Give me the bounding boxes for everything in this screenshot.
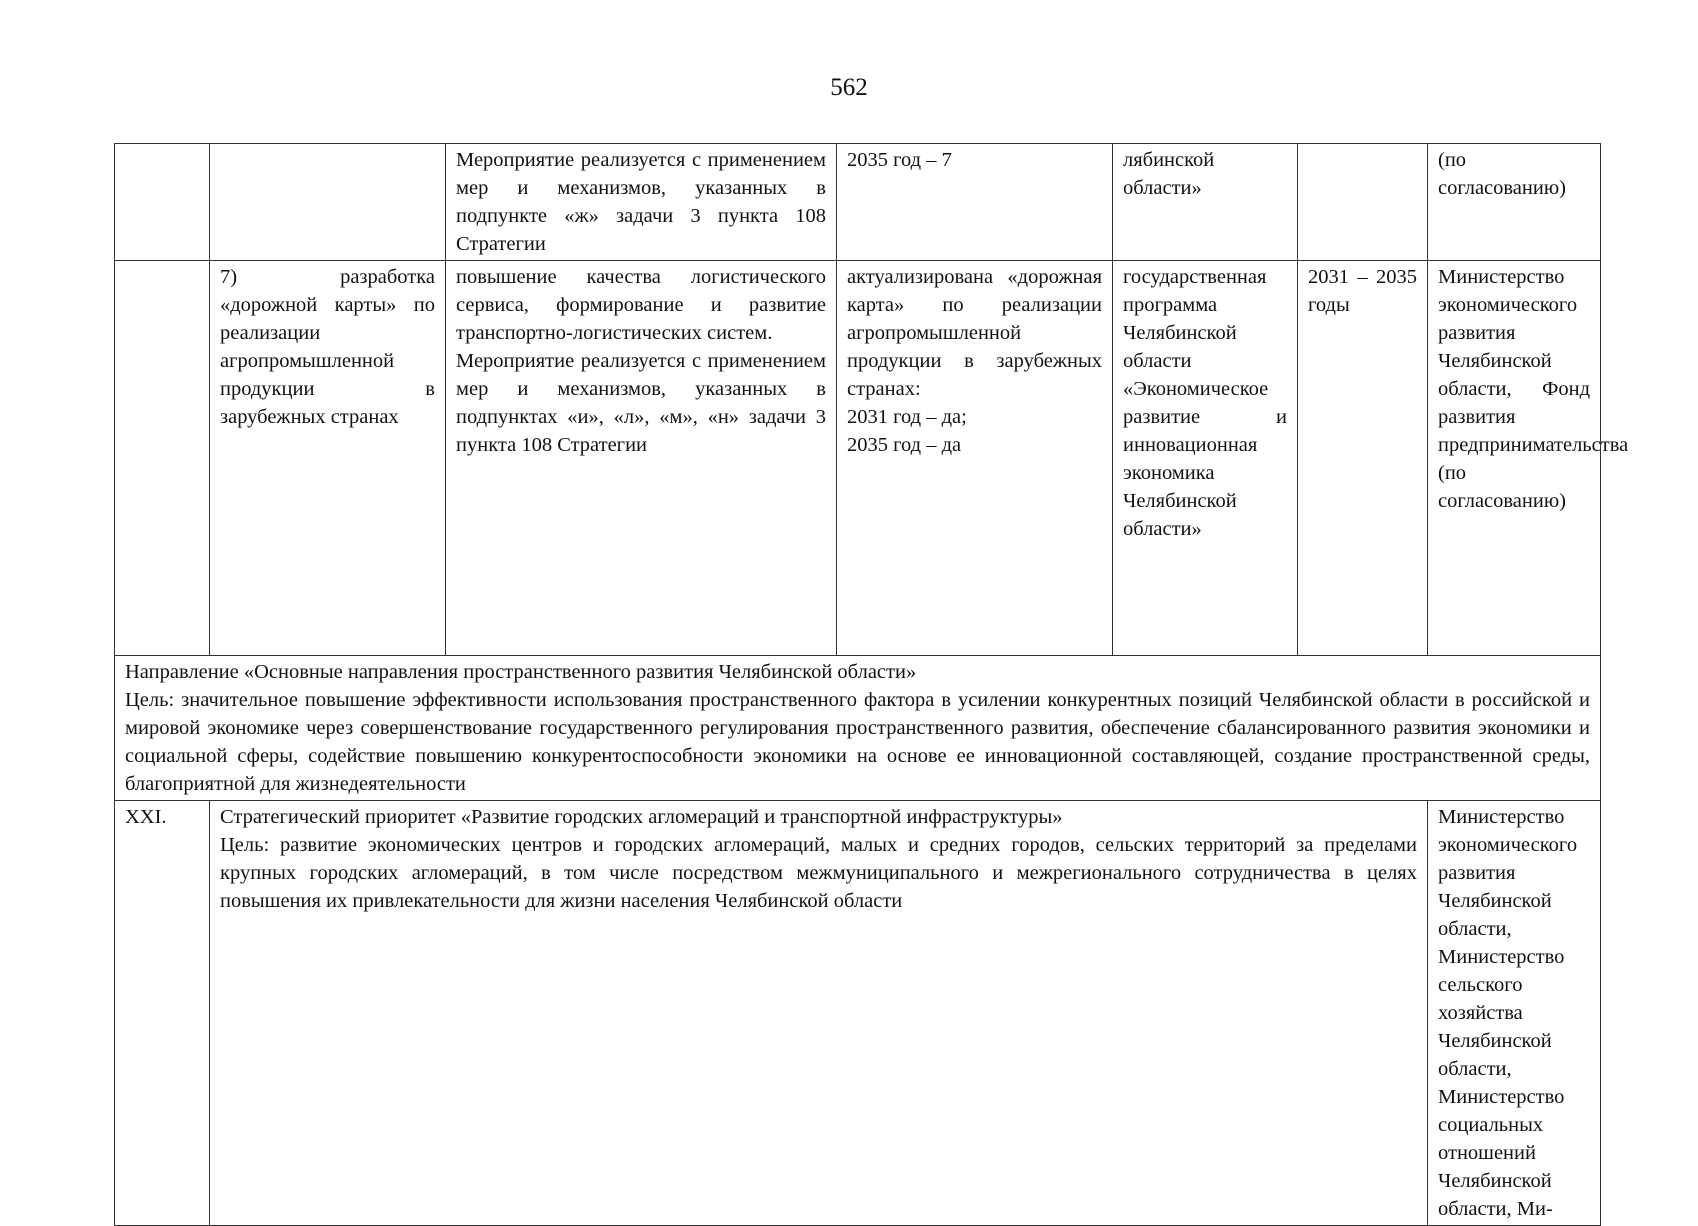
direction-goal: Цель: значительное повышение эффективности использования пространственного фактора в усилении конкурентных позиций Челябинской области в российской и мировой экономике через совершенствование государственного регулирования пространственного развития, обеспечение сбалансированного развития экономики и социальной сферы, содействие повышению конкурентоспособности экономики на основе ее инновационной составляющей, создание пространственной среды, благоприятной для жизнедеятельности bbox=[125, 689, 1590, 795]
row-number-cell bbox=[115, 261, 210, 656]
measure-name-cell bbox=[210, 144, 446, 261]
responsible-cell: (по согласованию) bbox=[1428, 144, 1601, 261]
priority-title: Стратегический приоритет «Развитие городских агломераций и транспортной инфраструктуры» bbox=[220, 806, 1063, 828]
measures-table bbox=[114, 143, 1629, 1226]
row-number-cell bbox=[115, 144, 210, 261]
measure-description-cell: повышение качества логистического сервиса, формирование и развитие транспортно-логистических систем. Мероприятие реализуется с применением мер и механизмов, указанных в подпунктах «и», «л», «м», «н» задачи 3 пункта 108 Стратегии bbox=[446, 261, 837, 656]
direction-cell bbox=[115, 656, 1601, 801]
period-cell bbox=[1298, 144, 1428, 261]
measure-description-cell: Мероприятие реализуется с применением мер и механизмов, указанных в подпункте «ж» задачи 3 пункта 108 Стратегии bbox=[446, 144, 837, 261]
priority-row bbox=[115, 801, 1601, 1226]
indicator-cell: 2035 год – 7 bbox=[837, 144, 1113, 261]
period-cell: 2031 – 2035 годы bbox=[1298, 261, 1428, 656]
priority-goal: Цель: развитие экономических центров и городских агломераций, малых и средних городов, сельских территорий за пределами крупных городских агломераций, в том числе посредством межмуниципального и межрегионального сотрудничества в целях повышения их привлекательности для жизни населения Челябинской области bbox=[220, 834, 1417, 912]
priority-responsible: Министерство экономического развития Челябинской области, Министерство сельского хозяйства Челябинской области, Министерство социальных отношений Челябинской области, Ми- bbox=[1428, 801, 1601, 1226]
direction-title: Направление «Основные направления пространственного развития Челябинской области» bbox=[125, 661, 917, 683]
program-cell: лябинской области» bbox=[1113, 144, 1298, 261]
page-number: 562 bbox=[830, 74, 868, 101]
measure-name-cell: 7) разработка «дорожной карты» по реализации агропромышленной продукции в зарубежных странах bbox=[210, 261, 446, 656]
direction-row bbox=[115, 656, 1601, 801]
program-cell: государственная программа Челябинской области «Экономическое развитие и инновационная экономика Челябинской области» bbox=[1113, 261, 1298, 656]
indicator-cell: актуализирована «дорожная карта» по реализации агропромышленной продукции в зарубежных странах: 2031 год – да; 2035 год – да bbox=[837, 261, 1113, 656]
table-row bbox=[115, 261, 1601, 656]
priority-cell bbox=[210, 801, 1428, 1226]
table-row bbox=[115, 144, 1601, 261]
responsible-cell: Министерство экономического развития Челябинской области, Фонд развития предпринимательства (по согласованию) bbox=[1428, 261, 1601, 656]
priority-number: XXI. bbox=[115, 801, 210, 1226]
